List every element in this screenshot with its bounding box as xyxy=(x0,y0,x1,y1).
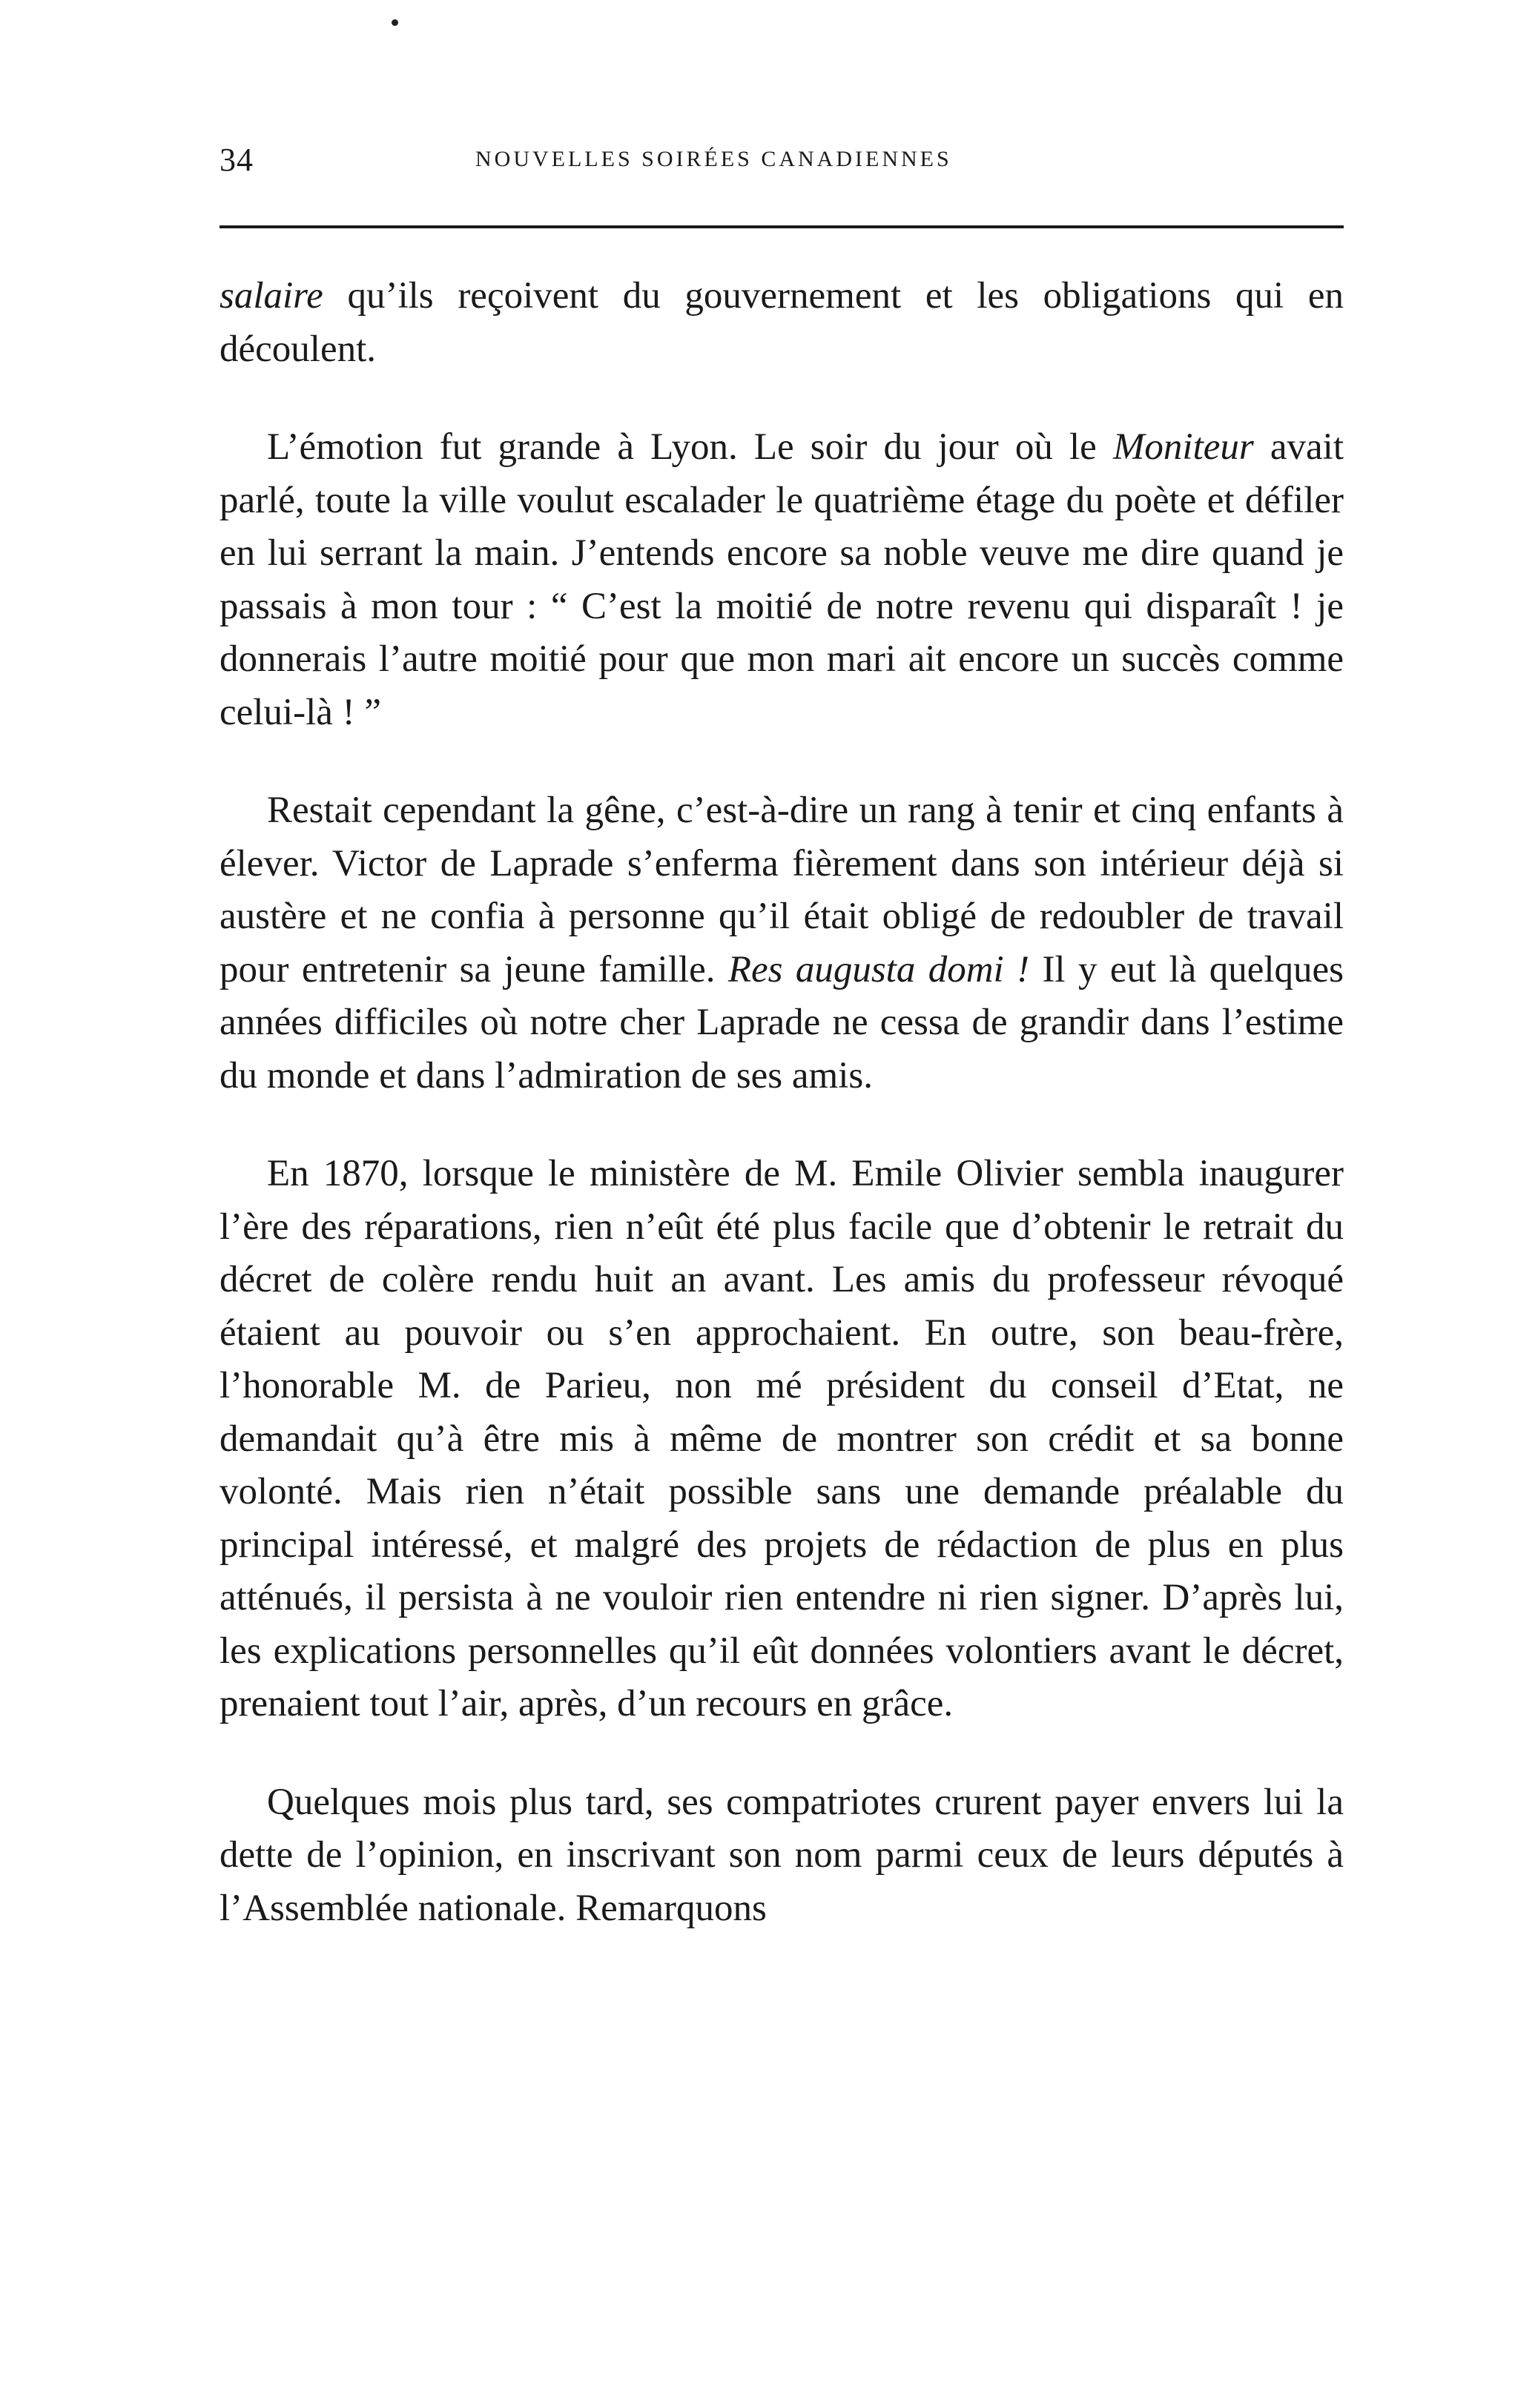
page-number: 34 xyxy=(220,142,254,178)
italic-word: Moniteur xyxy=(1112,426,1254,468)
paragraph-text: Il y eut là quelques années difficiles où notre cher Laprade ne cessa de grandir dans l’estime du monde et dans l’admiration de ses amis. xyxy=(220,948,1344,1096)
paragraph-text: Quelques mois plus tard, ses compatriotes crurent payer envers lui la dette de l’opinion, en inscrivant son nom parmi ceux de leurs députés à l’Assemblée nationale. Remarquons xyxy=(220,1781,1344,1929)
paragraph-text: L’émotion fut grande à Lyon. Le soir du jour où le xyxy=(267,426,1113,468)
paragraph-gap xyxy=(220,739,1344,784)
italic-phrase: Res augusta domi ! xyxy=(727,948,1030,990)
paragraph xyxy=(220,784,1344,1102)
page-header xyxy=(220,141,1344,193)
paragraph-text: avait parlé, toute la ville voulut escalader le quatrième étage du poète et défiler en lui serrant la main. J’entends encore sa noble veuve me dire quand je passais à mon tour : “ C’est la moitié de notre revenu qui disparaît ! je donnerais l’autre moitié pour que mon mari ait encore un succès comme celui-là ! ” xyxy=(220,426,1344,733)
paragraph-gap xyxy=(220,1102,1344,1148)
ink-speck xyxy=(392,19,398,26)
paragraph xyxy=(220,1148,1344,1731)
paragraph-gap xyxy=(220,376,1344,421)
paragraph xyxy=(220,1776,1344,1936)
paragraph-text: qu’ils reçoivent du gouvernement et les obligations qui en découlent. xyxy=(220,275,1344,370)
paragraph-text: Restait cependant la gêne, c’est-à-dire un rang à tenir et cinq enfants à élever. Victor de Laprade s’enferma fièrement dans son intérieur déjà si austère et ne confia à personne qu’il était obligé de redoubler de travail pour entretenir sa jeune famille. xyxy=(220,790,1344,990)
paragraph-continuation xyxy=(220,270,1344,376)
paragraph xyxy=(220,421,1344,739)
italic-word: salaire xyxy=(220,275,323,317)
body-text xyxy=(220,270,1344,1935)
paragraph-text: En 1870, lorsque le ministère de M. Emile Olivier sembla inaugurer l’ère des réparations, rien n’eût été plus facile que d’obtenir le retrait du décret de colère rendu huit an avant. Les amis du professeur révoqué étaient au pouvoir ou s’en approchaient. En outre, son beau-frère, l’honorable M. de Parieu, non mé président du conseil d’Etat, ne demandait qu’à être mis à même de montrer son crédit et sa bonne volonté. Mais rien n’était possible sans une demande préalable du principal intéressé, et malgré des projets de rédaction de plus en plus atténués, il persista à ne vouloir rien entendre ni rien signer. D’après lui, les explications personnelles qu’il eût données volontiers avant le décret, prenaient tout l’air, après, d’un recours en grâce. xyxy=(220,1153,1344,1724)
running-title: NOUVELLES SOIRÉES CANADIENNES xyxy=(475,147,952,171)
paragraph-gap xyxy=(220,1731,1344,1776)
header-rule xyxy=(220,225,1344,228)
